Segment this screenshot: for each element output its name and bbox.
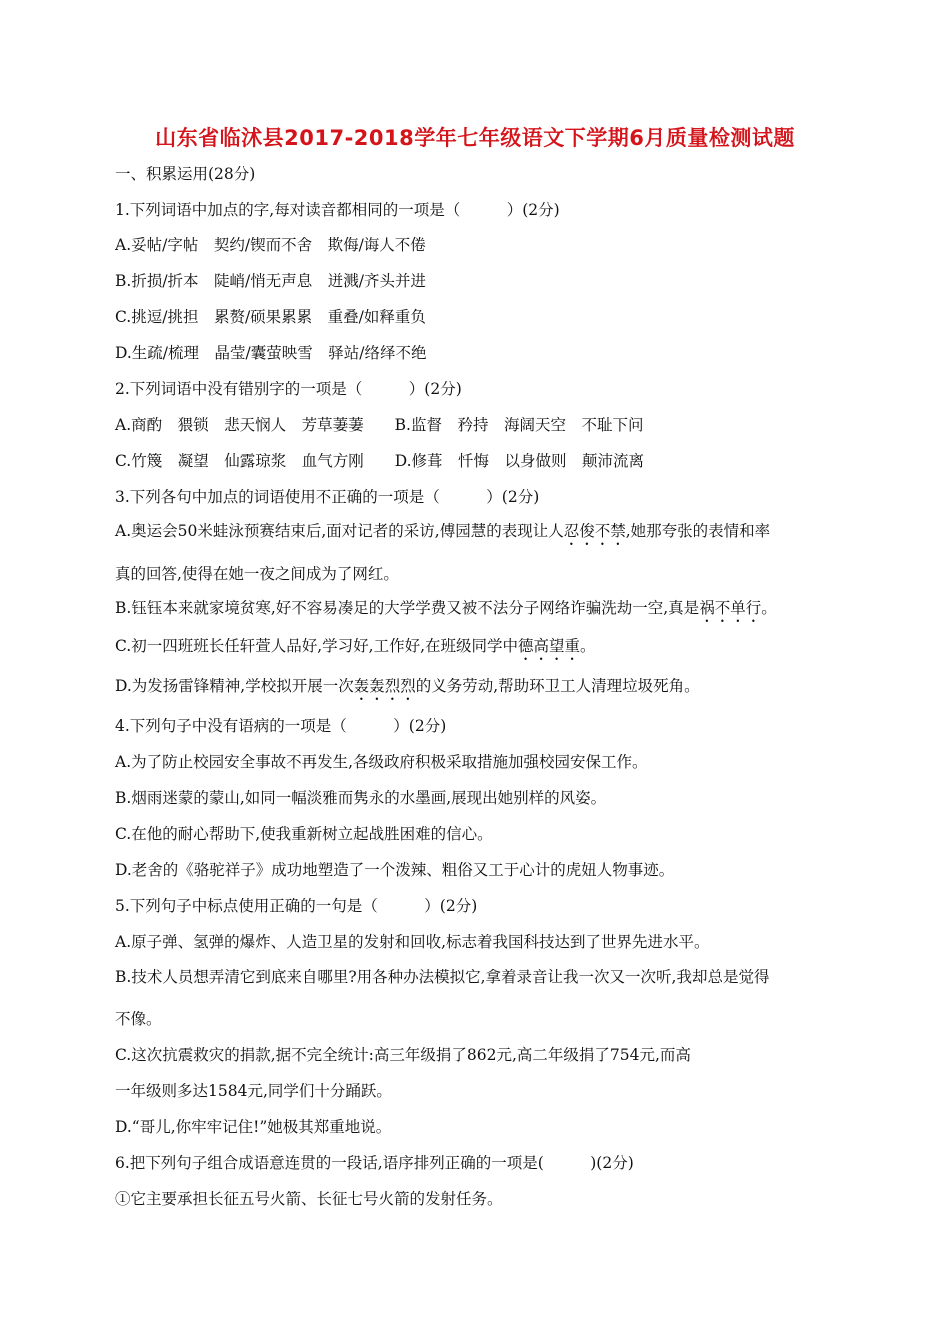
question-5-stem: 5.下列句子中标点使用正确的一句是（ ）(2分) (115, 897, 478, 915)
question-3-option-d (115, 675, 700, 704)
q3b-text-post: 。 (761, 599, 777, 617)
question-3-option-a-cont: 真的回答,使得在她一夜之间成为了网红。 (115, 565, 399, 583)
question-5-option-b: B.技术人员想弄清它到底来自哪里?用各种办法模拟它,拿着录音让我一次又一次听,我却总是觉得 (115, 968, 770, 986)
q3c-dotted-phrase: 德高望重 (518, 637, 581, 655)
question-3-stem: 3.下列各句中加点的词语使用不正确的一项是（ ）(2分) (115, 488, 540, 506)
question-4-option-c: C.在他的耐心帮助下,使我重新树立起战胜困难的信心。 (115, 825, 493, 843)
question-5-option-c: C.这次抗震救灾的捐款,据不完全统计:高三年级捐了862元,高二年级捐了754元,而高 (115, 1046, 691, 1064)
q3d-dotted-phrase: 轰轰烈烈 (353, 677, 416, 695)
question-2-stem: 2.下列词语中没有错别字的一项是（ ）(2分) (115, 380, 462, 398)
question-3-option-b (115, 597, 777, 626)
question-3-option-c (115, 635, 596, 664)
question-1-option-a: A.妥帖/字帖 契约/锲而不舍 欺侮/诲人不倦 (115, 236, 426, 254)
q3c-text-post: 。 (580, 637, 596, 655)
q3a-text-post: ,她那夸张的表情和率 (625, 522, 771, 540)
page-title: 山东省临沭县2017-2018学年七年级语文下学期6月质量检测试题 (155, 126, 795, 150)
q3a-dotted-phrase: 忍俊不禁 (563, 522, 626, 540)
question-4-option-d: D.老舍的《骆驼祥子》成功地塑造了一个泼辣、粗俗又工于心计的虎妞人物事迹。 (115, 861, 675, 879)
q3c-text-pre: C.初一四班班长任轩萱人品好,学习好,工作好,在班级同学中 (115, 637, 519, 655)
question-2-options-ab: A.商酌 猥锁 悲天悯人 芳草萋萋 B.监督 矜持 海阔天空 不耻下问 (115, 416, 644, 434)
question-1-option-d: D.生疏/梳理 晶莹/囊萤映雪 驿站/络绎不绝 (115, 344, 427, 362)
q3d-text-pre: D.为发扬雷锋精神,学校拟开展一次 (115, 677, 354, 695)
question-5-option-c-cont: 一年级则多达1584元,同学们十分踊跃。 (115, 1082, 392, 1100)
q3b-text-pre: B.钰钰本来就家境贫寒,好不容易凑足的大学学费又被不法分子网络诈骗洗劫一空,真是 (115, 599, 700, 617)
question-3-option-a (115, 520, 770, 549)
question-4-stem: 4.下列句子中没有语病的一项是（ ）(2分) (115, 717, 447, 735)
question-6-stem: 6.把下列句子组合成语意连贯的一段话,语序排列正确的一项是( )(2分) (115, 1154, 634, 1172)
section-heading: 一、积累运用(28分) (115, 165, 256, 183)
question-2-options-cd: C.竹篾 凝望 仙露琼浆 血气方刚 D.修葺 忏悔 以身做则 颠沛流离 (115, 452, 645, 470)
question-5-option-a: A.原子弹、氢弹的爆炸、人造卫星的发射和回收,标志着我国科技达到了世界先进水平。 (115, 933, 710, 951)
question-1-option-b: B.折损/折本 陡峭/悄无声息 迸溅/齐头并进 (115, 272, 426, 290)
q3b-dotted-phrase: 祸不单行 (699, 599, 762, 617)
question-1-stem: 1.下列词语中加点的字,每对读音都相同的一项是（ ）(2分) (115, 201, 560, 219)
question-5-option-d: D.“哥儿,你牢牢记住!”她极其郑重地说。 (115, 1118, 392, 1136)
q3a-text-pre: A.奥运会50米蛙泳预赛结束后,面对记者的采访,傅园慧的表现让人 (115, 522, 564, 540)
question-4-option-b: B.烟雨迷蒙的蒙山,如同一幅淡雅而隽永的水墨画,展现出她别样的风姿。 (115, 789, 607, 807)
question-4-option-a: A.为了防止校园安全事故不再发生,各级政府积极采取措施加强校园安保工作。 (115, 753, 648, 771)
q3d-text-post: 的义务劳动,帮助环卫工人清理垃圾死角。 (415, 677, 700, 695)
question-1-option-c: C.挑逗/挑担 累赘/硕果累累 重叠/如释重负 (115, 308, 426, 326)
question-5-option-b-cont: 不像。 (115, 1010, 162, 1028)
question-6-sentence-1: ①它主要承担长征五号火箭、长征七号火箭的发射任务。 (115, 1190, 503, 1208)
